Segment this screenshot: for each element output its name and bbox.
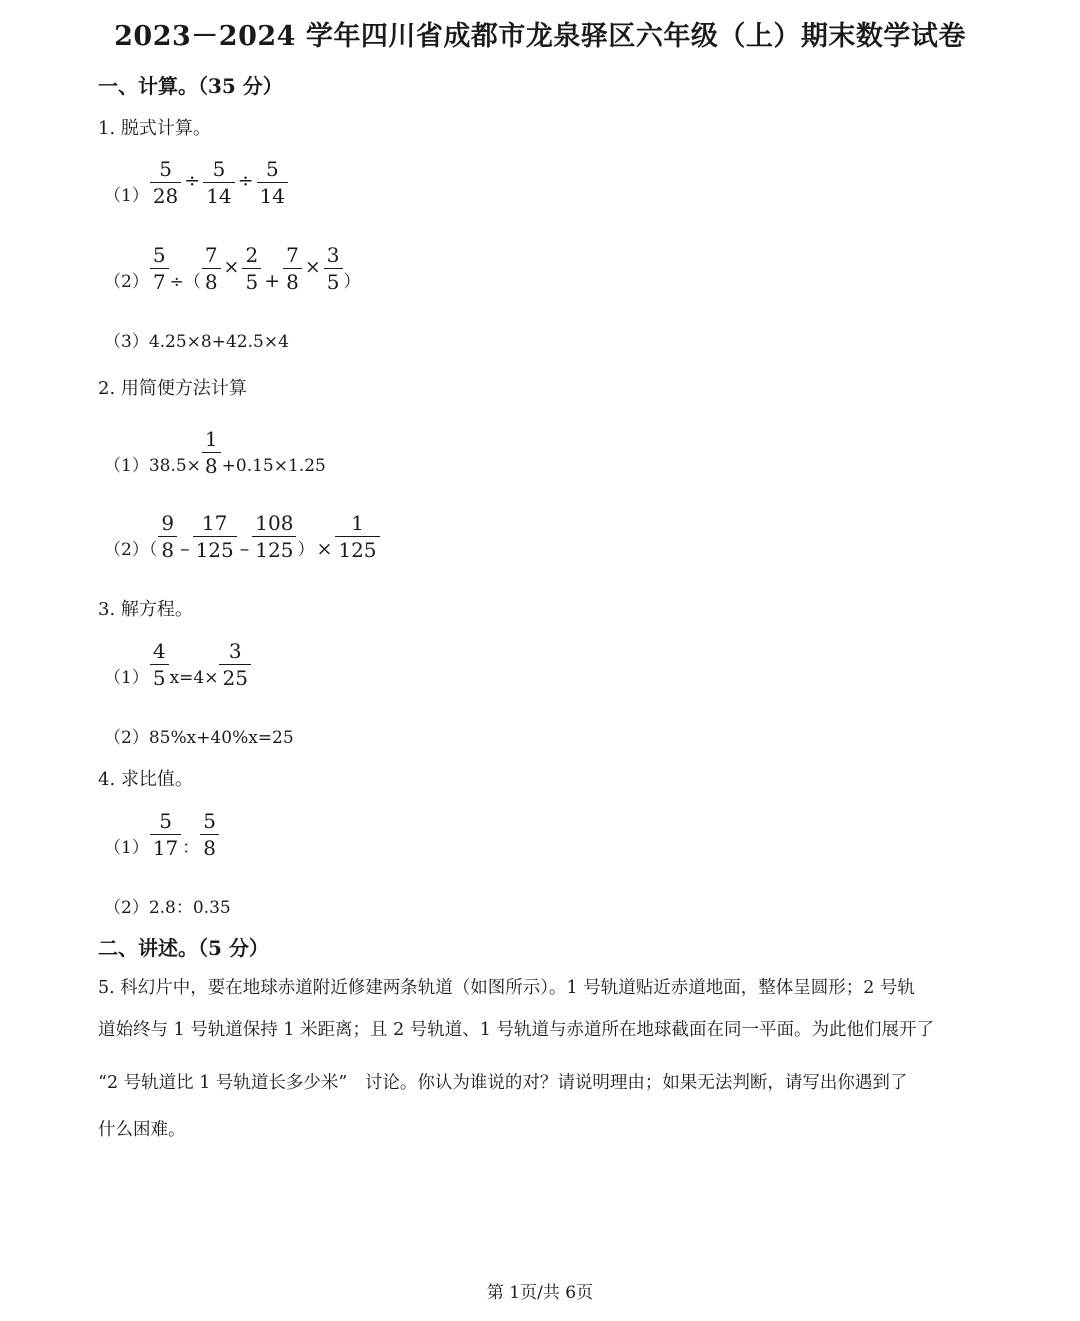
q2-stem: 2. 用简便方法计算 [98, 378, 247, 399]
q3-part1: （1） $\frac{4}{5}$ x=4× $\frac{3}{25}$ [104, 640, 252, 689]
q4-stem: 4. 求比值。 [98, 769, 193, 790]
fraction: $\frac{4}{5}$ [150, 640, 169, 689]
q5-line-1: 5. 科幻片中，要在地球赤道附近修建两条轨道（如图所示）。1 号轨道贴近赤道地面，整体呈圆形；2 号轨 [98, 978, 915, 998]
q3-stem: 3. 解方程。 [98, 599, 193, 620]
q2-part2: （2）（ $\frac{9}{8}$ – $\frac{17}{125}$ – $\frac{108}{125}$ ） × $\frac{1}{125}$ [104, 512, 381, 561]
q1-part2: （2） $\frac{5}{7}$ ÷（ $\frac{7}{8}$ × $\frac{2}{5}$ + $\frac{7}{8}$ × $\frac{3}{5}$ ） [104, 243, 361, 294]
fraction: $\frac{7}{8}$ [202, 244, 221, 293]
page-title: 2023－2024 学年四川省成都市龙泉驿区六年级（上）期末数学试卷 [114, 21, 966, 52]
fraction: $\frac{1}{8}$ [202, 428, 221, 477]
q1-stem: 1. 脱式计算。 [98, 118, 211, 139]
fraction: $\frac{5}{7}$ [150, 244, 169, 293]
q4-part1: （1） $\frac{5}{17}$ ： $\frac{5}{8}$ [104, 810, 220, 859]
q4-part2: （2）2.8：0.35 [104, 898, 231, 918]
fraction: $\frac{7}{8}$ [283, 244, 302, 293]
fraction: $\frac{5}{8}$ [200, 810, 219, 859]
fraction: $\frac{5}{28}$ [150, 158, 181, 207]
q1-part3: （3）4.25×8+42.5×4 [104, 332, 289, 352]
fraction: $\frac{5}{14}$ [203, 158, 234, 207]
q1-part1: （1） $\frac{5}{28}$ ÷ $\frac{5}{14}$ ÷ $\frac{5}{14}$ [104, 158, 289, 207]
fraction: $\frac{5}{14}$ [257, 158, 288, 207]
section2-heading: 二、讲述。（5 分） [98, 936, 269, 960]
fraction: $\frac{108}{125}$ [252, 512, 296, 561]
fraction: $\frac{2}{5}$ [242, 244, 261, 293]
fraction: $\frac{9}{8}$ [158, 512, 177, 561]
q5-line-4: 什么困难。 [98, 1120, 186, 1140]
q5-line-3: “2 号轨道比 1 号轨道长多少米” 讨论。你认为谁说的对？请说明理由；如果无法判断，请写出你遇到了 [98, 1073, 908, 1093]
fraction: $\frac{3}{25}$ [219, 640, 250, 689]
page-footer: 第 1页/共 6页 [486, 1283, 594, 1303]
section1-heading: 一、计算。（35 分） [98, 74, 283, 98]
q5-line-2: 道始终与 1 号轨道保持 1 米距离；且 2 号轨道、1 号轨道与赤道所在地球截面在同一平面。为此他们展开了 [98, 1020, 934, 1040]
fraction: $\frac{5}{17}$ [150, 810, 181, 859]
fraction: $\frac{1}{125}$ [335, 512, 379, 561]
fraction: $\frac{17}{125}$ [193, 512, 237, 561]
q2-part1: （1）38.5× $\frac{1}{8}$ +0.15×1.25 [104, 427, 326, 478]
q3-part2: （2）85%x+40%x=25 [104, 728, 294, 748]
fraction: $\frac{3}{5}$ [324, 244, 343, 293]
